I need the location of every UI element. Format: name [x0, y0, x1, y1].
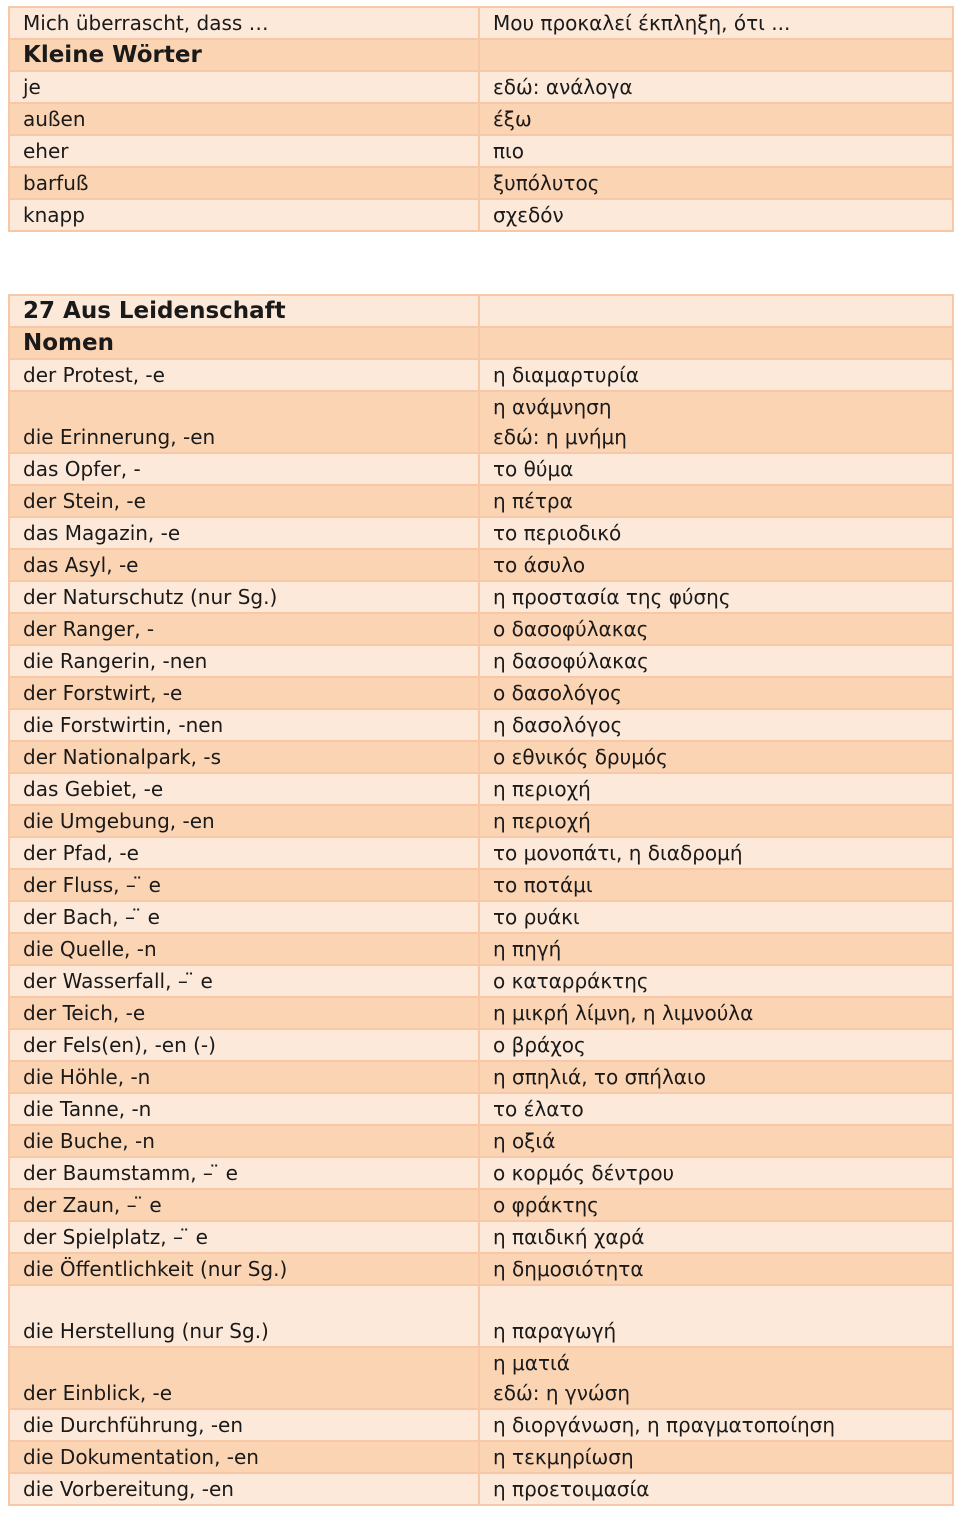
vocab-row: [9, 1125, 953, 1157]
greek-translation: [479, 1157, 953, 1189]
german-term: Mich überrascht, dass …: [9, 7, 479, 39]
vocab-row: [9, 327, 953, 359]
translation-line: το ποτάμι: [493, 873, 593, 897]
vocab-row: [9, 517, 953, 549]
vocab-row: [9, 1409, 953, 1441]
vocab-row: [9, 869, 953, 901]
translation-line: η προετοιμασία: [493, 1477, 650, 1501]
translation-line: η διαμαρτυρία: [493, 363, 640, 387]
german-term: außen: [9, 103, 479, 135]
greek-translation: [479, 1441, 953, 1473]
vocab-row: [9, 1473, 953, 1505]
greek-translation: [479, 869, 953, 901]
translation-line: η τεκμηρίωση: [493, 1445, 634, 1469]
vocab-row: [9, 709, 953, 741]
translation-line: ο δασολόγος: [493, 681, 622, 705]
translation-line: η δασοφύλακας: [493, 649, 649, 673]
greek-translation: [479, 135, 953, 167]
german-term: der Stein, -e: [9, 485, 479, 517]
translation-line: η περιοχή: [493, 809, 591, 833]
translation-line: το θύμα: [493, 457, 574, 481]
vocab-row: [9, 933, 953, 965]
translation-line: [493, 328, 952, 358]
translation-line: το ρυάκι: [493, 905, 580, 929]
translation-line: η διοργάνωση, η πραγματοποίηση: [493, 1413, 836, 1437]
translation-line: ο δασοφύλακας: [493, 617, 649, 641]
greek-translation: [479, 1093, 953, 1125]
greek-translation: [479, 613, 953, 645]
german-term: die Herstellung (nur Sg.): [9, 1285, 479, 1347]
greek-translation: [479, 741, 953, 773]
vocab-row: [9, 773, 953, 805]
translation-line: η παιδική χαρά: [493, 1225, 645, 1249]
translation-line: [493, 40, 952, 70]
vocab-row: [9, 965, 953, 997]
german-term: der Fluss, – ̈ e: [9, 869, 479, 901]
vocab-row: [9, 1441, 953, 1473]
greek-translation: [479, 805, 953, 837]
greek-translation: [479, 1347, 953, 1409]
vocab-row: [9, 1189, 953, 1221]
translation-line: η πηγή: [493, 937, 562, 961]
german-term: die Vorbereitung, -en: [9, 1473, 479, 1505]
german-term: der Naturschutz (nur Sg.): [9, 581, 479, 613]
vocab-table-small-words: [8, 6, 954, 232]
german-term: die Quelle, -n: [9, 933, 479, 965]
translation-line: η ανάμνηση: [493, 395, 612, 419]
vocab-row: [9, 613, 953, 645]
greek-translation: [479, 933, 953, 965]
greek-translation: [479, 7, 953, 39]
translation-line: [493, 1286, 952, 1316]
translation-line: το περιοδικό: [493, 521, 622, 545]
greek-translation: [479, 199, 953, 231]
german-term: die Buche, -n: [9, 1125, 479, 1157]
greek-translation: [479, 1221, 953, 1253]
translation-line: εδώ: η γνώση: [493, 1381, 631, 1405]
vocab-row: [9, 135, 953, 167]
german-term: die Dokumentation, -en: [9, 1441, 479, 1473]
translation-line: ο καταρράκτης: [493, 969, 649, 993]
greek-translation: [479, 997, 953, 1029]
translation-line: εδώ: η μνήμη: [493, 425, 627, 449]
vocab-row: [9, 805, 953, 837]
translation-line: η περιοχή: [493, 777, 591, 801]
vocab-row: [9, 295, 953, 327]
german-term: die Höhle, -n: [9, 1061, 479, 1093]
german-term: der Pfad, -e: [9, 837, 479, 869]
greek-translation: [479, 71, 953, 103]
greek-translation: [479, 295, 953, 327]
german-term: der Wasserfall, – ̈ e: [9, 965, 479, 997]
vocab-row: [9, 1253, 953, 1285]
greek-translation: [479, 837, 953, 869]
translation-line: ξυπόλυτος: [493, 171, 600, 195]
translation-line: εδώ: ανάλογα: [493, 75, 633, 99]
greek-translation: [479, 453, 953, 485]
greek-translation: [479, 39, 953, 71]
german-term: die Forstwirtin, -nen: [9, 709, 479, 741]
greek-translation: [479, 677, 953, 709]
greek-translation: [479, 1189, 953, 1221]
german-term: der Einblick, -e: [9, 1347, 479, 1409]
translation-line: σχεδόν: [493, 203, 564, 227]
german-term: die Rangerin, -nen: [9, 645, 479, 677]
translation-line: πιο: [493, 139, 525, 163]
german-term: der Teich, -e: [9, 997, 479, 1029]
vocab-row: [9, 997, 953, 1029]
translation-line: η παραγωγή: [493, 1319, 617, 1343]
vocab-table-chapter-27: [8, 294, 954, 1506]
german-term: die Umgebung, -en: [9, 805, 479, 837]
greek-translation: [479, 581, 953, 613]
greek-translation: [479, 1409, 953, 1441]
vocab-row: [9, 837, 953, 869]
vocab-row: [9, 71, 953, 103]
greek-translation: [479, 1473, 953, 1505]
german-term: die Tanne, -n: [9, 1093, 479, 1125]
german-term: der Bach, – ̈ e: [9, 901, 479, 933]
translation-line: Μου προκαλεί έκπληξη, ότι ...: [493, 11, 791, 35]
translation-line: ο φράκτης: [493, 1193, 599, 1217]
translation-line: [493, 296, 952, 326]
german-term: das Opfer, -: [9, 453, 479, 485]
greek-translation: [479, 103, 953, 135]
german-term: das Gebiet, -e: [9, 773, 479, 805]
greek-translation: [479, 327, 953, 359]
vocab-row: [9, 1157, 953, 1189]
translation-line: το άσυλο: [493, 553, 586, 577]
german-term: der Spielplatz, – ̈ e: [9, 1221, 479, 1253]
translation-line: η ματιά: [493, 1351, 570, 1375]
translation-line: ο βράχος: [493, 1033, 586, 1057]
greek-translation: [479, 517, 953, 549]
translation-line: έξω: [493, 107, 532, 131]
german-term: der Nationalpark, -s: [9, 741, 479, 773]
vocab-row: [9, 1347, 953, 1409]
greek-translation: [479, 1285, 953, 1347]
vocab-row: [9, 391, 953, 453]
vocab-row: [9, 581, 953, 613]
german-term: knapp: [9, 199, 479, 231]
greek-translation: [479, 645, 953, 677]
german-term: je: [9, 71, 479, 103]
section-heading: Kleine Wörter: [9, 39, 479, 71]
translation-line: ο εθνικός δρυμός: [493, 745, 668, 769]
greek-translation: [479, 1029, 953, 1061]
vocab-row: [9, 741, 953, 773]
german-term: das Magazin, -e: [9, 517, 479, 549]
vocab-row: [9, 453, 953, 485]
greek-translation: [479, 391, 953, 453]
translation-line: το έλατο: [493, 1097, 584, 1121]
vocab-row: [9, 677, 953, 709]
vocab-row: [9, 1221, 953, 1253]
vocab-row: [9, 1061, 953, 1093]
translation-line: η δασολόγος: [493, 713, 623, 737]
german-term: der Ranger, -: [9, 613, 479, 645]
german-term: das Asyl, -e: [9, 549, 479, 581]
greek-translation: [479, 485, 953, 517]
vocab-row: [9, 549, 953, 581]
german-term: der Zaun, – ̈ e: [9, 1189, 479, 1221]
vocab-row: [9, 103, 953, 135]
german-term: eher: [9, 135, 479, 167]
greek-translation: [479, 1253, 953, 1285]
german-term: die Durchführung, -en: [9, 1409, 479, 1441]
german-term: der Protest, -e: [9, 359, 479, 391]
vocab-row: [9, 39, 953, 71]
german-term: der Fels(en), -en (-): [9, 1029, 479, 1061]
greek-translation: [479, 549, 953, 581]
greek-translation: [479, 965, 953, 997]
greek-translation: [479, 167, 953, 199]
vocab-row: [9, 901, 953, 933]
section-heading: Nomen: [9, 327, 479, 359]
greek-translation: [479, 1061, 953, 1093]
vocab-row: [9, 199, 953, 231]
vocab-row: [9, 645, 953, 677]
greek-translation: [479, 773, 953, 805]
greek-translation: [479, 901, 953, 933]
translation-line: η σπηλιά, το σπήλαιο: [493, 1065, 706, 1089]
german-term: der Forstwirt, -e: [9, 677, 479, 709]
vocab-row: [9, 359, 953, 391]
vocab-row: [9, 7, 953, 39]
translation-line: η προστασία της φύσης: [493, 585, 731, 609]
translation-line: ο κορμός δέντρου: [493, 1161, 675, 1185]
section-heading: 27 Aus Leidenschaft: [9, 295, 479, 327]
german-term: der Baumstamm, – ̈ e: [9, 1157, 479, 1189]
vocab-row: [9, 167, 953, 199]
vocab-row: [9, 1285, 953, 1347]
german-term: barfuß: [9, 167, 479, 199]
translation-line: η μικρή λίμνη, η λιμνούλα: [493, 1001, 754, 1025]
translation-line: η πέτρα: [493, 489, 573, 513]
greek-translation: [479, 359, 953, 391]
vocab-row: [9, 1093, 953, 1125]
translation-line: η δημοσιότητα: [493, 1257, 644, 1281]
german-term: die Öffentlichkeit (nur Sg.): [9, 1253, 479, 1285]
german-term: die Erinnerung, -en: [9, 391, 479, 453]
vocab-row: [9, 1029, 953, 1061]
vocab-row: [9, 485, 953, 517]
greek-translation: [479, 1125, 953, 1157]
translation-line: η οξιά: [493, 1129, 556, 1153]
translation-line: το μονοπάτι, η διαδρομή: [493, 841, 743, 865]
greek-translation: [479, 709, 953, 741]
